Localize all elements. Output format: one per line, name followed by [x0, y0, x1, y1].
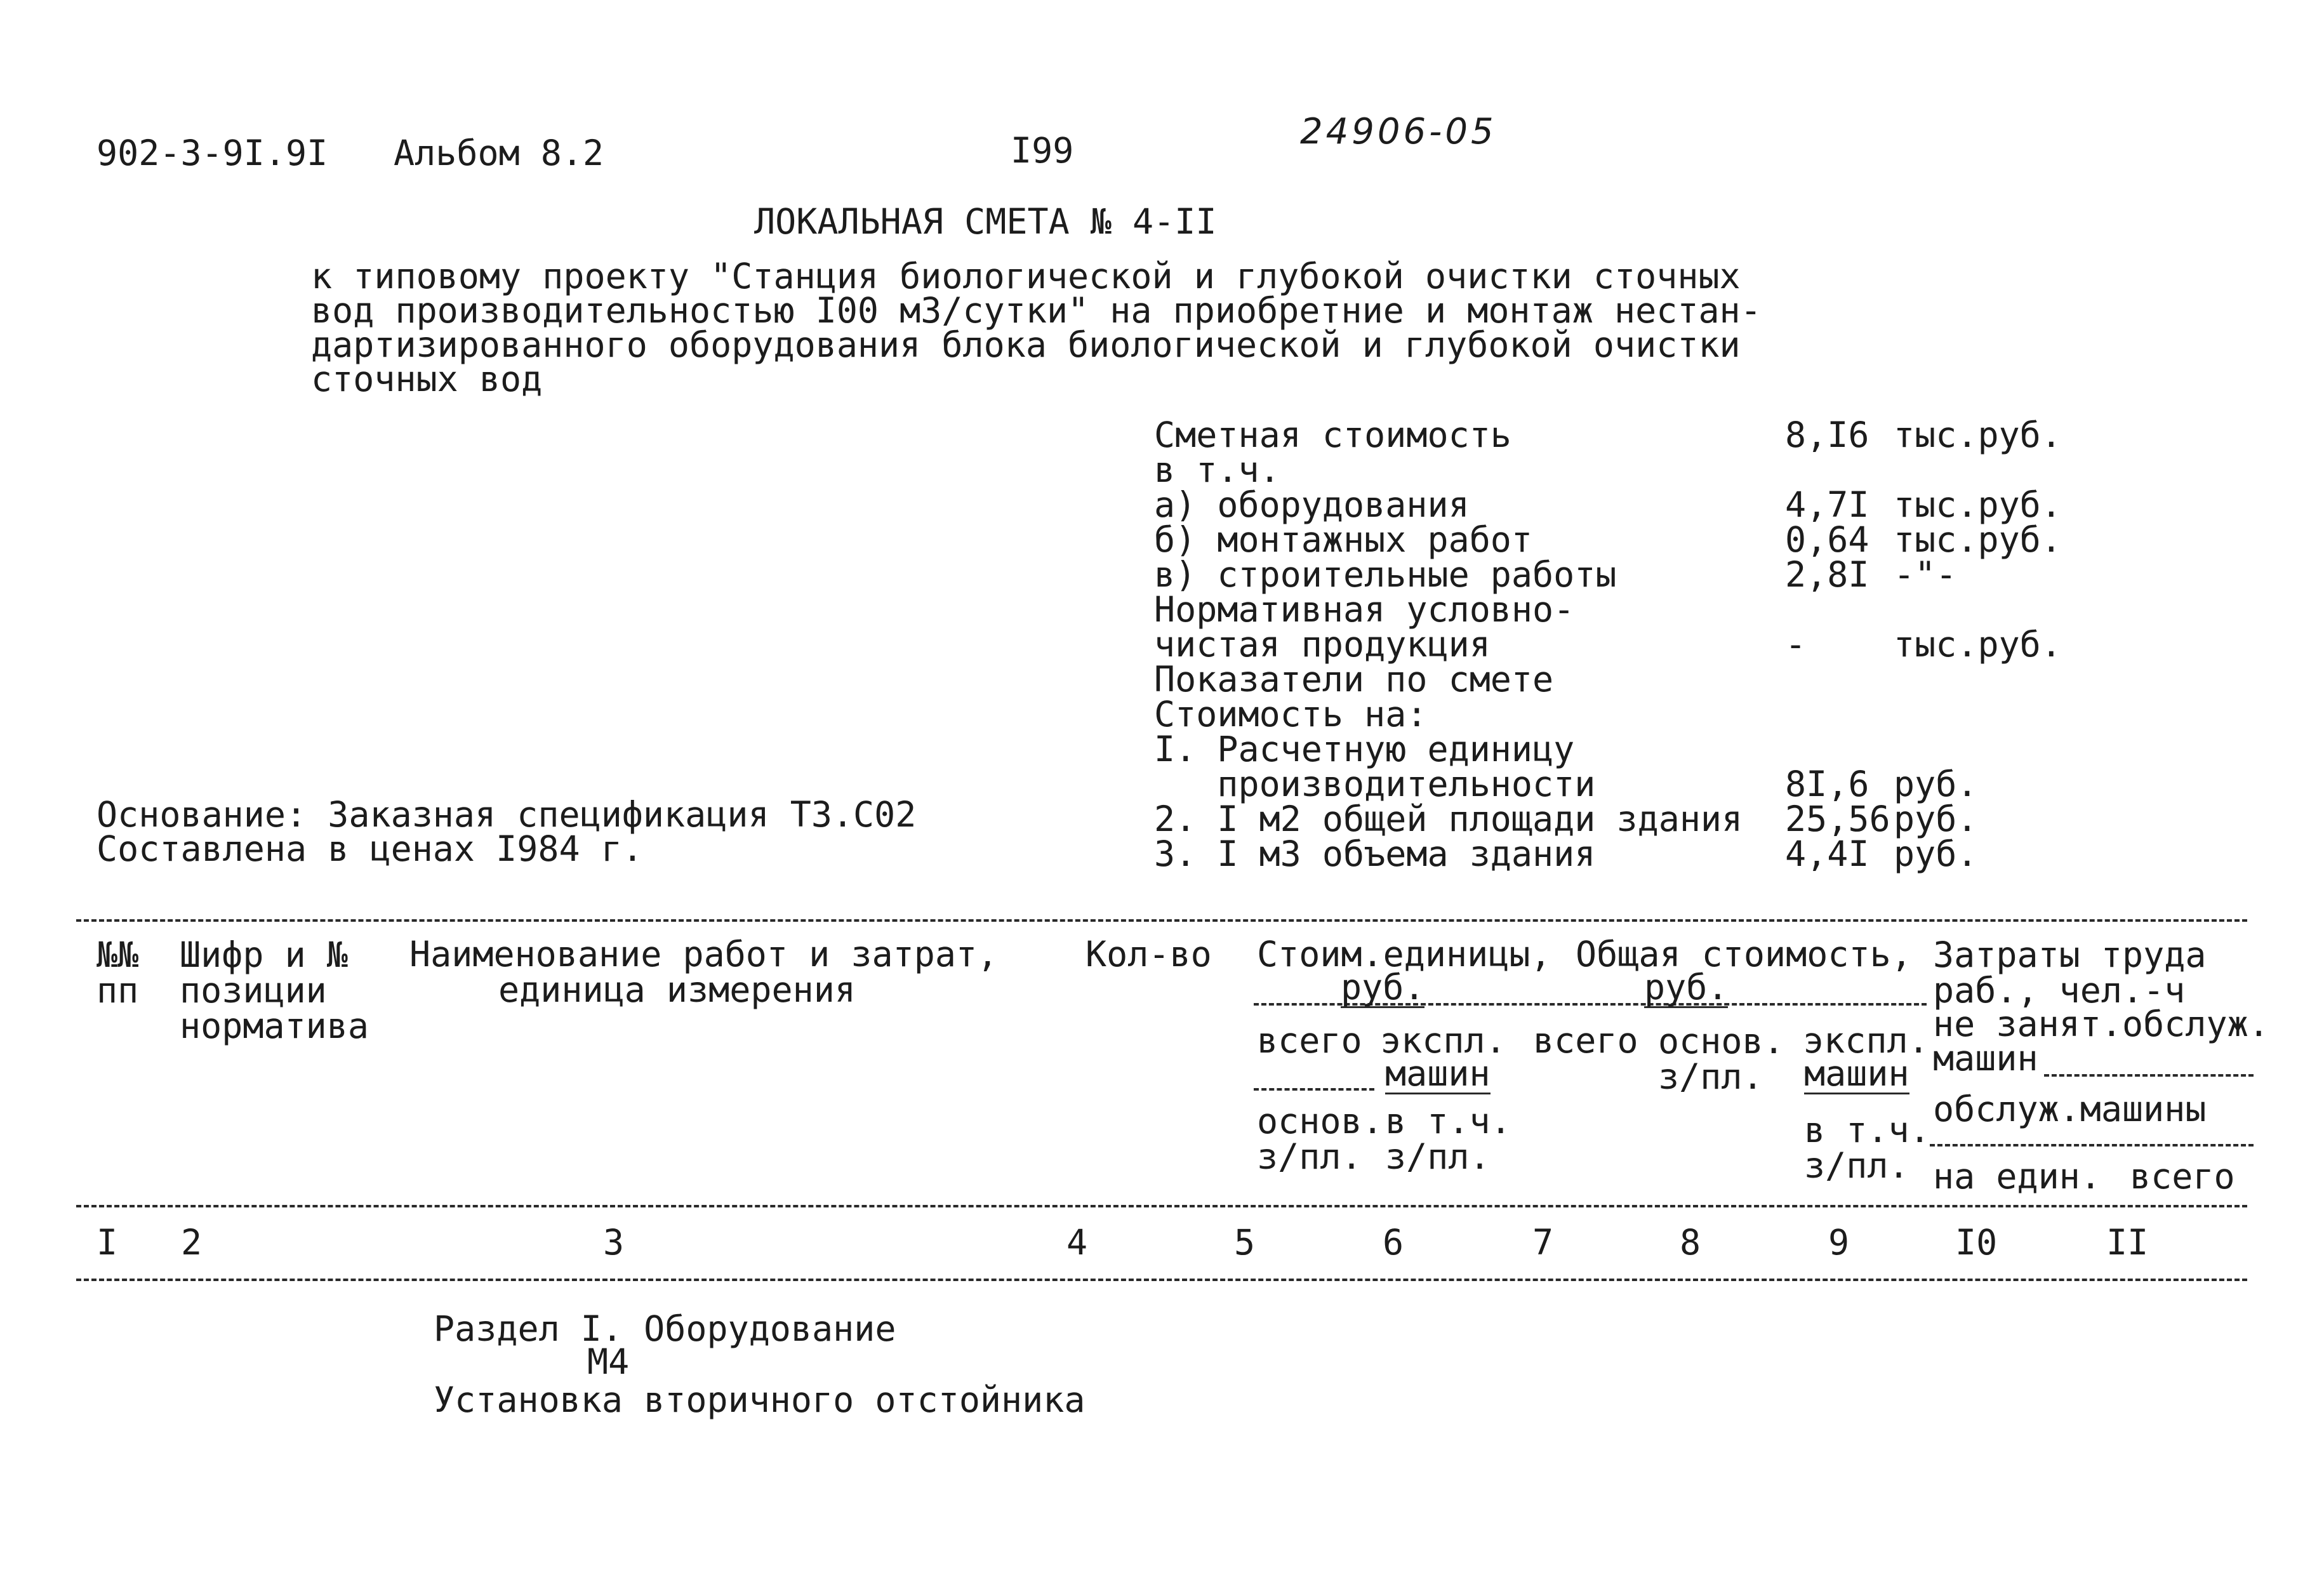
col-num-7: 7 — [1532, 1222, 1554, 1263]
col-num-1: I — [96, 1222, 118, 1263]
section-code: М4 — [587, 1341, 630, 1382]
summary-value: 8,I6 — [1785, 415, 1869, 455]
col-code-header: Шифр и № позиции норматива — [180, 934, 369, 1046]
summary-label: чистая продукция — [1154, 624, 1491, 665]
uc-mach-header-2: машин — [1385, 1053, 1491, 1094]
total-cost-header: Общая стоимость, — [1576, 934, 1912, 974]
col-name-header-1: Наименование работ и затрат, — [409, 934, 999, 974]
col-num-4: 4 — [1066, 1222, 1088, 1263]
labor-not-header-2: машин — [1933, 1038, 2038, 1079]
subtitle-line-2: вод производительностью I00 м3/сутки" на приобретние и монтаж нестан- — [311, 290, 1762, 331]
section-item: Установка вторичного отстойника — [434, 1379, 1086, 1420]
labor-not-header-1: не занят.обслуж. — [1933, 1004, 2269, 1044]
summary-label: Нормативная условно- — [1154, 589, 1575, 630]
col-num-8: 8 — [1680, 1222, 1701, 1263]
col-num-9: 9 — [1828, 1222, 1850, 1263]
col-number-header: №№ пп — [96, 934, 139, 1011]
total-cost-rub: руб. — [1644, 967, 1729, 1007]
uc-wage-header: основ. з/пл. — [1257, 1101, 1383, 1177]
labor-rule-1 — [2044, 1074, 2254, 1077]
col-num-6: 6 — [1383, 1222, 1404, 1263]
col-num-11: II — [2106, 1222, 2149, 1263]
summary-value: 2,8I — [1785, 554, 1869, 595]
summary-unit: руб. — [1894, 799, 1978, 839]
labor-per-header: на един. — [1933, 1156, 2101, 1197]
labor-rule-2 — [1930, 1144, 2254, 1146]
album-label: Альбом 8.2 — [394, 133, 604, 173]
tc-wage-header: основ. з/пл. — [1658, 1021, 1784, 1097]
col-qty-header: Кол-во — [1086, 934, 1212, 974]
document-code: 902-3-9I.9I — [96, 133, 328, 173]
col-num-2: 2 — [181, 1222, 203, 1263]
basis-line-2: Составлена в ценах I984 г. — [96, 828, 643, 869]
uc-subrule — [1254, 1088, 1374, 1091]
section-title: Раздел I. Оборудование — [434, 1308, 896, 1349]
uc-incl-header: в т.ч. з/пл. — [1385, 1101, 1511, 1177]
summary-label: б) монтажных работ — [1154, 519, 1533, 560]
tc-mach-header-2: машин — [1804, 1053, 1909, 1094]
tc-incl-header: в т.ч. з/пл. — [1804, 1110, 1930, 1186]
summary-unit: тыс.руб. — [1894, 484, 2062, 525]
tc-total-header: всего — [1533, 1020, 1638, 1061]
labor-header: Затраты труда раб., чел.-ч — [1933, 934, 2207, 1011]
summary-value: 0,64 — [1785, 519, 1869, 560]
summary-label: Стоимость на: — [1154, 694, 1428, 734]
summary-label: а) оборудования — [1154, 484, 1470, 525]
col-num-3: 3 — [603, 1222, 625, 1263]
summary-label: в) строительные работы — [1154, 554, 1617, 595]
labor-serv-header: обслуж.машины — [1933, 1089, 2207, 1129]
summary-value: - — [1785, 624, 1807, 665]
summary-value: 4,7I — [1785, 484, 1869, 525]
summary-unit: -"- — [1894, 554, 1957, 595]
summary-label: производительности — [1154, 764, 1596, 804]
uc-total-header: всего — [1257, 1020, 1362, 1061]
unit-cost-rub: руб. — [1341, 967, 1425, 1007]
summary-label: в т.ч. — [1154, 449, 1280, 490]
document-title: ЛОКАЛЬНАЯ СМЕТА № 4-II — [754, 201, 1217, 242]
col-num-5: 5 — [1234, 1222, 1256, 1263]
unit-cost-header: Стоим.единицы, — [1257, 934, 1551, 974]
numbers-bottom-rule — [76, 1279, 2247, 1281]
summary-unit: тыс.руб. — [1894, 415, 2062, 455]
table-top-rule — [76, 919, 2247, 922]
basis-line-1: Основание: Заказная спецификация Т3.С02 — [96, 794, 917, 835]
summary-label: Сметная стоимость — [1154, 415, 1511, 455]
summary-label: 2. I м2 общей площади здания — [1154, 799, 1743, 839]
page-number: I99 — [1011, 130, 1074, 171]
summary-unit: руб. — [1894, 764, 1978, 804]
header-bottom-rule — [76, 1205, 2247, 1207]
summary-unit: тыс.руб. — [1894, 519, 2062, 560]
subtitle-line-3: дартизированного оборудования блока биологической и глубокой очистки — [311, 324, 1741, 365]
subtitle-line-1: к типовому проекту "Станция биологической и глубокой очистки сточных — [311, 256, 1741, 296]
subtitle-line-4: сточных вод — [311, 359, 543, 399]
tc-mach-header-1: экспл. — [1803, 1020, 1929, 1061]
uc-mach-header-1: экспл. — [1380, 1020, 1506, 1061]
col-name-header-2: единица измерения — [498, 969, 856, 1010]
summary-label: I. Расчетную единицу — [1154, 729, 1575, 769]
summary-value: 25,56 — [1785, 799, 1890, 839]
handwritten-number: 24906-05 — [1300, 111, 1497, 152]
summary-value: 8I,6 — [1785, 764, 1869, 804]
summary-unit: тыс.руб. — [1894, 624, 2062, 665]
summary-label: 3. I м3 объема здания — [1154, 834, 1596, 874]
col-num-10: I0 — [1955, 1222, 1998, 1263]
summary-value: 4,4I — [1785, 834, 1869, 874]
labor-total-header: всего — [2130, 1156, 2235, 1197]
summary-label: Показатели по смете — [1154, 659, 1554, 700]
summary-unit: руб. — [1894, 834, 1978, 874]
